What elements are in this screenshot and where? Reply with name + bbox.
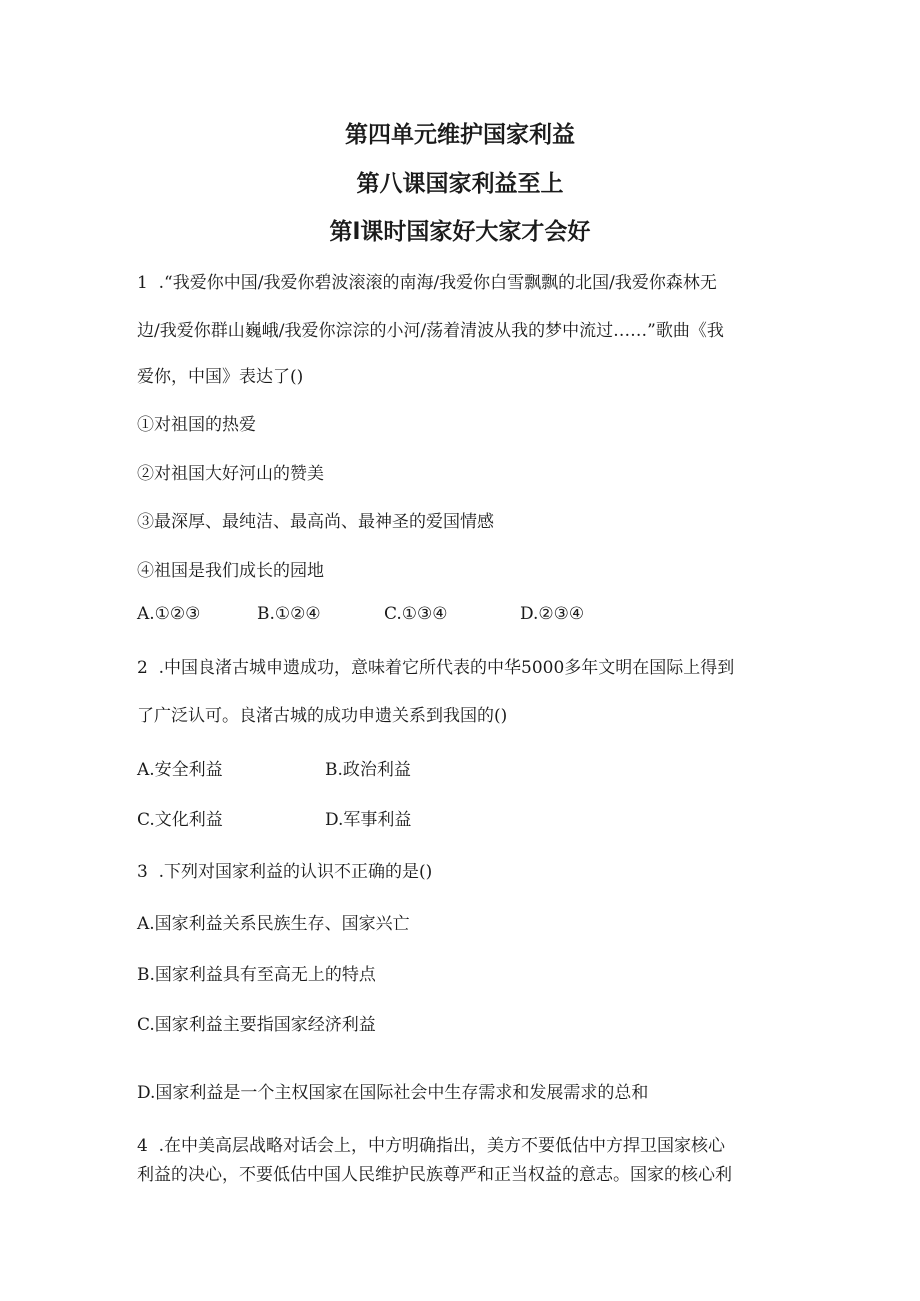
- lesson-title: 第八课国家利益至上: [356, 171, 564, 197]
- q3-stem: 3 .下列对国家利益的认识不正确的是(): [137, 862, 433, 882]
- unit-title: 第四单元维护国家利益: [345, 122, 575, 148]
- q2-option-c: C.文化利益: [137, 810, 223, 830]
- q3-option-d: D.国家利益是一个主权国家在国际社会中生存需求和发展需求的总和: [137, 1083, 649, 1103]
- q1-option-d: D.②③④: [520, 604, 585, 624]
- q1-option-b: B.①②④: [257, 604, 321, 624]
- q4-stem-line-1: 4 .在中美高层战略对话会上，中方明确指出，美方不要低估中方捍卫国家核心: [137, 1136, 726, 1156]
- q3-option-b: B.国家利益具有至高无上的特点: [137, 965, 376, 985]
- q1-stem-line-2: 边/我爱你群山巍峨/我爱你淙淙的小河/荡着清波从我的梦中流过……”歌曲《我: [137, 321, 724, 341]
- q1-stem-line-1: 1 .“我爱你中国/我爱你碧波滚滚的南海/我爱你白雪飘飘的北国/我爱你森林无: [137, 273, 717, 293]
- q1-statement-4: ④祖国是我们成长的园地: [137, 561, 324, 581]
- q2-option-a: A.安全利益: [137, 760, 223, 780]
- q2-stem-line-1: 2 .中国良渚古城申遗成功，意味着它所代表的中华5000多年文明在国际上得到: [137, 658, 735, 678]
- q1-option-c: C.①③④: [384, 604, 448, 624]
- q2-stem-line-2: 了广泛认可。良渚古城的成功申遗关系到我国的(): [137, 706, 508, 726]
- q1-option-a: A.①②③: [137, 604, 201, 624]
- q2-option-d: D.军事利益: [325, 810, 412, 830]
- q2-option-b: B.政治利益: [325, 760, 411, 780]
- period-title: 第l课时国家好大家才会好: [329, 219, 591, 245]
- q1-statement-2: ②对祖国大好河山的赞美: [137, 464, 324, 484]
- q3-option-a: A.国家利益关系民族生存、国家兴亡: [137, 914, 410, 934]
- q1-statement-1: ①对祖国的热爱: [137, 415, 256, 435]
- q3-option-c: C.国家利益主要指国家经济利益: [137, 1015, 376, 1035]
- q1-statement-3: ③最深厚、最纯洁、最高尚、最神圣的爱国情感: [137, 512, 494, 532]
- q4-stem-line-2: 利益的决心，不要低估中国人民维护民族尊严和正当权益的意志。国家的核心利: [137, 1165, 732, 1185]
- q1-stem-line-3: 爱你，中国》表达了(): [137, 367, 304, 387]
